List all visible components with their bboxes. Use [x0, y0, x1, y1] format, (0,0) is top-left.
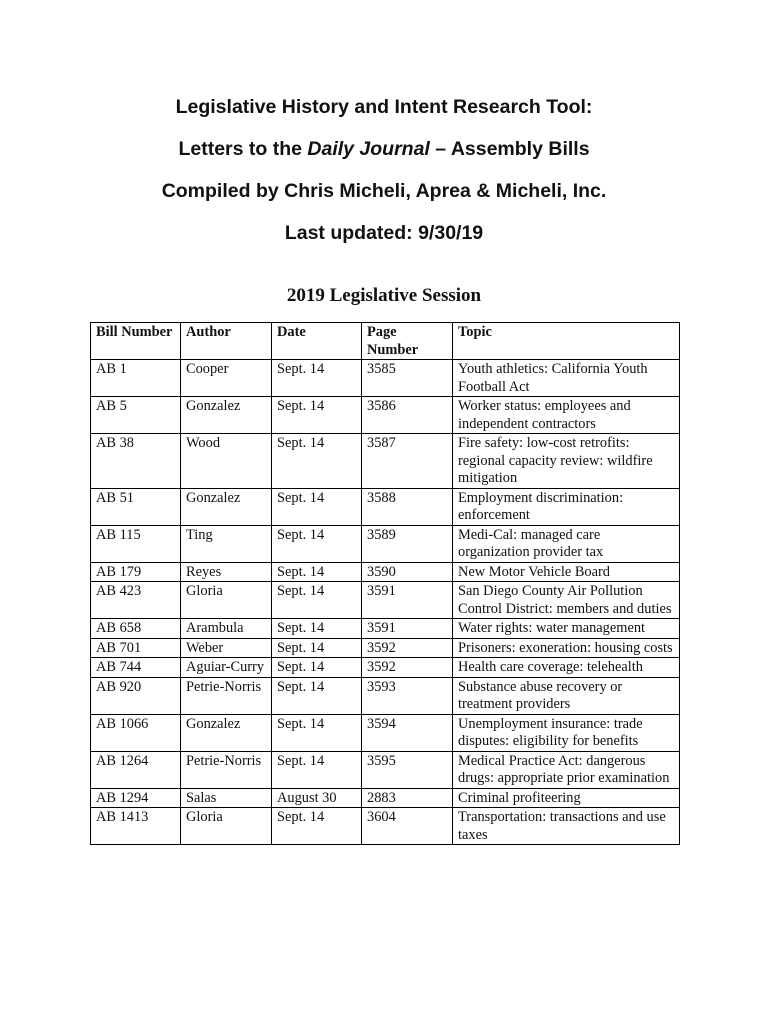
table-row: [91, 562, 680, 582]
cell-date: Sept. 14: [272, 434, 362, 489]
cell-date: Sept. 14: [272, 638, 362, 658]
cell-author: Gonzalez: [181, 488, 272, 525]
cell-bill-number: AB 51: [91, 488, 181, 525]
table-row: [91, 434, 680, 489]
table-header-row: [91, 323, 680, 360]
table-row: [91, 808, 680, 845]
cell-bill-number: AB 115: [91, 525, 181, 562]
cell-bill-number: AB 1413: [91, 808, 181, 845]
cell-page-number: 3587: [362, 434, 453, 489]
title-line: Legislative History and Intent Research Tool:: [175, 96, 593, 118]
cell-page-number: 3589: [362, 525, 453, 562]
cell-author: Weber: [181, 638, 272, 658]
cell-bill-number: AB 701: [91, 638, 181, 658]
table-row: [91, 619, 680, 639]
cell-topic: New Motor Vehicle Board: [453, 562, 680, 582]
cell-topic: Medi-Cal: managed care organization provider tax: [453, 525, 680, 562]
cell-page-number: 3592: [362, 638, 453, 658]
cell-page-number: 3593: [362, 677, 453, 714]
cell-page-number: 3595: [362, 751, 453, 788]
cell-bill-number: AB 1264: [91, 751, 181, 788]
table-row: [91, 638, 680, 658]
compiler-line: Compiled by Chris Micheli, Aprea & Micheli, Inc.: [161, 180, 607, 202]
cell-bill-number: AB 5: [91, 397, 181, 434]
cell-topic: Health care coverage: telehealth: [453, 658, 680, 678]
cell-bill-number: AB 179: [91, 562, 181, 582]
cell-topic: Worker status: employees and independent contractors: [453, 397, 680, 434]
cell-bill-number: AB 920: [91, 677, 181, 714]
subtitle-suffix: – Assembly Bills: [429, 138, 590, 160]
cell-topic: Fire safety: low-cost retrofits: regional capacity review: wildfire mitigation: [453, 434, 680, 489]
cell-topic: San Diego County Air Pollution Control District: members and duties: [453, 582, 680, 619]
cell-topic: Criminal profiteering: [453, 788, 680, 808]
cell-date: Sept. 14: [272, 488, 362, 525]
table-row: [91, 714, 680, 751]
cell-bill-number: AB 38: [91, 434, 181, 489]
cell-author: Gloria: [181, 808, 272, 845]
cell-date: Sept. 14: [272, 582, 362, 619]
cell-date: Sept. 14: [272, 751, 362, 788]
cell-topic: Unemployment insurance: trade disputes: eligibility for benefits: [453, 714, 680, 751]
header-bill-number: Bill Number: [91, 323, 181, 360]
cell-page-number: 3585: [362, 360, 453, 397]
bills-table: [90, 322, 680, 845]
cell-date: Sept. 14: [272, 619, 362, 639]
cell-page-number: 3604: [362, 808, 453, 845]
cell-page-number: 3588: [362, 488, 453, 525]
table-row: [91, 360, 680, 397]
cell-topic: Transportation: transactions and use taxes: [453, 808, 680, 845]
cell-topic: Water rights: water management: [453, 619, 680, 639]
cell-author: Salas: [181, 788, 272, 808]
subtitle-line: [0, 134, 768, 176]
cell-author: Arambula: [181, 619, 272, 639]
cell-author: Cooper: [181, 360, 272, 397]
cell-page-number: 3590: [362, 562, 453, 582]
header-topic: Topic: [453, 323, 680, 360]
cell-page-number: 3591: [362, 582, 453, 619]
cell-topic: Youth athletics: California Youth Football Act: [453, 360, 680, 397]
cell-bill-number: AB 1294: [91, 788, 181, 808]
table-row: [91, 751, 680, 788]
cell-page-number: 2883: [362, 788, 453, 808]
cell-page-number: 3586: [362, 397, 453, 434]
cell-topic: Employment discrimination: enforcement: [453, 488, 680, 525]
subtitle-prefix: Letters to the: [178, 138, 308, 160]
journal-name: Daily Journal: [307, 138, 430, 160]
cell-author: Ting: [181, 525, 272, 562]
cell-date: Sept. 14: [272, 714, 362, 751]
cell-author: Petrie-Norris: [181, 677, 272, 714]
cell-date: Sept. 14: [272, 360, 362, 397]
cell-author: Gloria: [181, 582, 272, 619]
cell-topic: Substance abuse recovery or treatment providers: [453, 677, 680, 714]
table-body: [91, 360, 680, 845]
table-row: [91, 788, 680, 808]
cell-topic: Medical Practice Act: dangerous drugs: appropriate prior examination: [453, 751, 680, 788]
cell-date: Sept. 14: [272, 397, 362, 434]
cell-page-number: 3592: [362, 658, 453, 678]
cell-bill-number: AB 1066: [91, 714, 181, 751]
cell-date: Sept. 14: [272, 808, 362, 845]
header-date: Date: [272, 323, 362, 360]
cell-date: Sept. 14: [272, 658, 362, 678]
cell-date: Sept. 14: [272, 562, 362, 582]
table-row: [91, 488, 680, 525]
document-header: [0, 92, 768, 260]
table-row: [91, 658, 680, 678]
cell-bill-number: AB 658: [91, 619, 181, 639]
session-title: 2019 Legislative Session: [286, 285, 482, 306]
table-row: [91, 677, 680, 714]
header-author: Author: [181, 323, 272, 360]
cell-author: Wood: [181, 434, 272, 489]
cell-bill-number: AB 744: [91, 658, 181, 678]
table-row: [91, 397, 680, 434]
cell-page-number: 3591: [362, 619, 453, 639]
cell-page-number: 3594: [362, 714, 453, 751]
cell-topic: Prisoners: exoneration: housing costs: [453, 638, 680, 658]
cell-date: Sept. 14: [272, 525, 362, 562]
last-updated-line: Last updated: 9/30/19: [284, 222, 484, 244]
cell-author: Reyes: [181, 562, 272, 582]
cell-date: August 30: [272, 788, 362, 808]
cell-date: Sept. 14: [272, 677, 362, 714]
table-row: [91, 525, 680, 562]
table-row: [91, 582, 680, 619]
cell-bill-number: AB 1: [91, 360, 181, 397]
cell-author: Gonzalez: [181, 714, 272, 751]
header-page-number: Page Number: [362, 323, 453, 360]
cell-bill-number: AB 423: [91, 582, 181, 619]
cell-author: Gonzalez: [181, 397, 272, 434]
cell-author: Petrie-Norris: [181, 751, 272, 788]
cell-author: Aguiar-Curry: [181, 658, 272, 678]
